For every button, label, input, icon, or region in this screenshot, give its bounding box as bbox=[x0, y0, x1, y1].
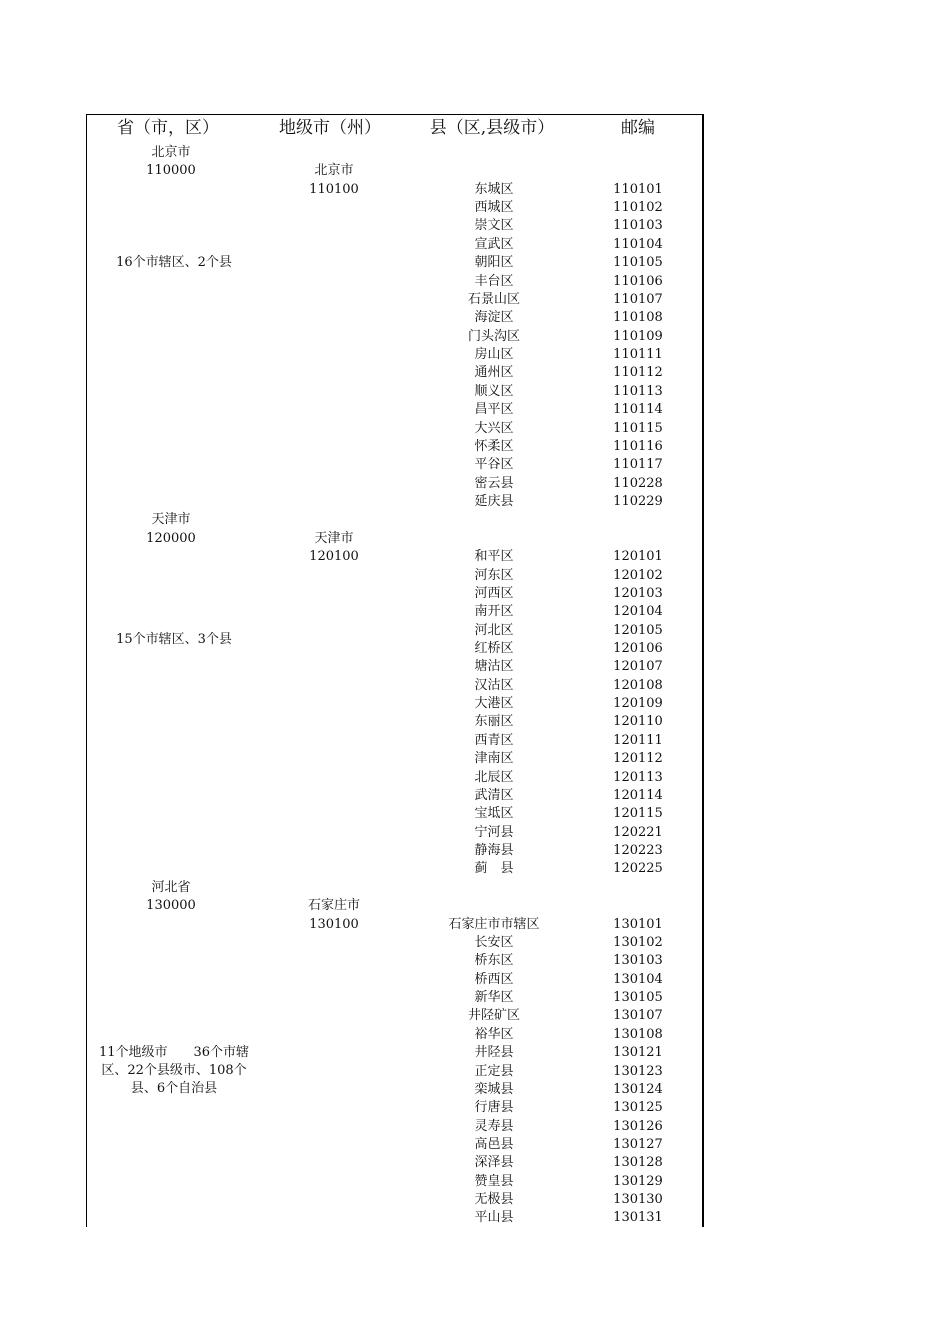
county-name: 海淀区 bbox=[474, 310, 514, 326]
prefecture-name: 北京市 bbox=[314, 163, 354, 179]
prefecture-code: 110100 bbox=[309, 181, 359, 197]
county-postcode: 110114 bbox=[613, 402, 663, 418]
county-name: 静海县 bbox=[474, 843, 514, 859]
county-name: 东城区 bbox=[474, 181, 514, 197]
county-name: 房山区 bbox=[474, 347, 514, 363]
county-postcode: 120115 bbox=[613, 806, 663, 822]
county-postcode: 130123 bbox=[613, 1063, 663, 1079]
county-postcode: 120107 bbox=[613, 659, 663, 675]
county-postcode: 120113 bbox=[613, 769, 663, 785]
county-postcode: 120112 bbox=[613, 751, 663, 767]
county-name: 行唐县 bbox=[474, 1100, 514, 1116]
county-name: 宝坻区 bbox=[474, 806, 514, 822]
county-name: 丰台区 bbox=[474, 273, 514, 289]
county-postcode: 130121 bbox=[613, 1045, 663, 1061]
county-name: 朝阳区 bbox=[474, 255, 514, 271]
county-name: 大港区 bbox=[474, 696, 514, 712]
county-name: 昌平区 bbox=[474, 402, 514, 418]
county-postcode: 130124 bbox=[613, 1081, 663, 1097]
county-postcode: 130103 bbox=[613, 953, 663, 969]
county-postcode: 110102 bbox=[613, 200, 663, 216]
county-name: 怀柔区 bbox=[474, 438, 514, 454]
county-name: 南开区 bbox=[474, 604, 514, 620]
county-postcode: 130105 bbox=[613, 990, 663, 1006]
county-postcode: 120111 bbox=[613, 732, 663, 748]
county-postcode: 110111 bbox=[613, 347, 663, 363]
county-postcode: 130131 bbox=[613, 1210, 663, 1226]
county-postcode: 110109 bbox=[613, 328, 663, 344]
county-postcode: 130101 bbox=[613, 916, 663, 932]
county-name: 门头沟区 bbox=[467, 328, 521, 344]
county-postcode: 110228 bbox=[613, 475, 663, 491]
county-name: 和平区 bbox=[474, 549, 514, 565]
county-postcode: 110106 bbox=[613, 273, 663, 289]
county-name: 灵寿县 bbox=[474, 1118, 514, 1134]
county-postcode: 110116 bbox=[613, 438, 663, 454]
county-name: 津南区 bbox=[474, 751, 514, 767]
header-province: 省（市，区） bbox=[117, 118, 219, 138]
prefecture-name: 石家庄市 bbox=[307, 898, 361, 914]
county-postcode: 110101 bbox=[613, 181, 663, 197]
county-postcode: 110115 bbox=[613, 420, 663, 436]
county-postcode: 120221 bbox=[613, 824, 663, 840]
county-postcode: 120223 bbox=[613, 843, 663, 859]
county-name: 红桥区 bbox=[474, 640, 514, 656]
county-postcode: 120102 bbox=[613, 567, 663, 583]
county-name: 崇文区 bbox=[474, 218, 514, 234]
county-name: 大兴区 bbox=[474, 420, 514, 436]
county-name: 顺义区 bbox=[474, 383, 514, 399]
county-postcode: 110229 bbox=[613, 494, 663, 510]
header-postcode: 邮编 bbox=[621, 118, 655, 138]
county-postcode: 120104 bbox=[613, 604, 663, 620]
county-name: 北辰区 bbox=[474, 769, 514, 785]
county-postcode: 130104 bbox=[613, 971, 663, 987]
county-name: 新华区 bbox=[474, 990, 514, 1006]
county-postcode: 130127 bbox=[613, 1136, 663, 1152]
county-name: 西青区 bbox=[474, 732, 514, 748]
county-name: 东丽区 bbox=[474, 714, 514, 730]
county-name: 石景山区 bbox=[467, 291, 521, 307]
county-name: 塘沽区 bbox=[474, 659, 514, 675]
county-postcode: 130129 bbox=[613, 1173, 663, 1189]
region-summary: 16个市辖区、2个县 bbox=[116, 255, 232, 271]
county-name: 赞皇县 bbox=[474, 1173, 514, 1189]
county-name: 延庆县 bbox=[474, 494, 514, 510]
county-name: 武清区 bbox=[474, 787, 514, 803]
county-postcode: 130102 bbox=[613, 934, 663, 950]
province-code: 110000 bbox=[146, 163, 196, 179]
county-name: 桥西区 bbox=[474, 971, 514, 987]
county-name: 裕华区 bbox=[474, 1026, 514, 1042]
county-postcode: 120105 bbox=[613, 622, 663, 638]
county-name: 正定县 bbox=[474, 1063, 514, 1079]
county-name: 宁河县 bbox=[474, 824, 514, 840]
county-name: 井陉县 bbox=[474, 1045, 514, 1061]
county-postcode: 120106 bbox=[613, 640, 663, 656]
county-name: 河东区 bbox=[474, 567, 514, 583]
county-postcode: 120225 bbox=[613, 861, 663, 877]
county-name: 西城区 bbox=[474, 200, 514, 216]
county-name: 河西区 bbox=[474, 585, 514, 601]
county-postcode: 130107 bbox=[613, 1008, 663, 1024]
county-postcode: 120108 bbox=[613, 677, 663, 693]
county-postcode: 110113 bbox=[613, 383, 663, 399]
province-name: 北京市 bbox=[151, 145, 191, 160]
county-postcode: 120110 bbox=[613, 714, 663, 730]
county-name: 平谷区 bbox=[474, 457, 514, 473]
county-postcode: 110104 bbox=[613, 236, 663, 252]
county-name: 桥东区 bbox=[474, 953, 514, 969]
prefecture-code: 120100 bbox=[309, 549, 359, 565]
county-name: 石家庄市市辖区 bbox=[448, 916, 540, 932]
county-postcode: 110107 bbox=[613, 291, 663, 307]
county-name: 平山县 bbox=[474, 1210, 514, 1226]
county-name: 密云县 bbox=[474, 475, 514, 491]
province-name: 河北省 bbox=[151, 879, 191, 895]
province-code: 120000 bbox=[146, 530, 196, 546]
county-name: 井陉矿区 bbox=[467, 1008, 521, 1024]
county-postcode: 120109 bbox=[613, 696, 663, 712]
region-summary: 11个地级市 36个市辖区、22个县级市、108个县、6个自治县 bbox=[98, 1045, 250, 1097]
county-name: 无极县 bbox=[474, 1192, 514, 1208]
prefecture-code: 130100 bbox=[309, 916, 359, 932]
region-summary: 15个市辖区、3个县 bbox=[116, 631, 232, 647]
county-postcode: 130108 bbox=[613, 1026, 663, 1042]
prefecture-name: 天津市 bbox=[314, 530, 354, 546]
county-postcode: 120101 bbox=[613, 549, 663, 565]
header-county: 县（区,县级市） bbox=[429, 118, 555, 138]
county-postcode: 110112 bbox=[613, 365, 663, 381]
county-postcode: 130128 bbox=[613, 1155, 663, 1171]
county-postcode: 120114 bbox=[613, 787, 663, 803]
county-postcode: 130125 bbox=[613, 1100, 663, 1116]
county-name: 通州区 bbox=[474, 365, 514, 381]
province-name: 天津市 bbox=[151, 512, 191, 528]
county-name: 宣武区 bbox=[474, 236, 514, 252]
county-postcode: 130126 bbox=[613, 1118, 663, 1134]
county-name: 汉沽区 bbox=[474, 677, 514, 693]
county-postcode: 110108 bbox=[613, 310, 663, 326]
county-postcode: 110117 bbox=[613, 457, 663, 473]
county-postcode: 110103 bbox=[613, 218, 663, 234]
header-prefecture: 地级市（州） bbox=[279, 118, 381, 138]
county-name: 深泽县 bbox=[474, 1155, 514, 1171]
county-name: 蓟 县 bbox=[474, 861, 514, 877]
county-name: 长安区 bbox=[474, 934, 514, 950]
county-name: 河北区 bbox=[474, 622, 514, 638]
province-code: 130000 bbox=[146, 898, 196, 914]
county-postcode: 110105 bbox=[613, 255, 663, 271]
county-name: 高邑县 bbox=[474, 1136, 514, 1152]
county-name: 栾城县 bbox=[474, 1081, 514, 1097]
county-postcode: 130130 bbox=[613, 1192, 663, 1208]
county-postcode: 120103 bbox=[613, 585, 663, 601]
